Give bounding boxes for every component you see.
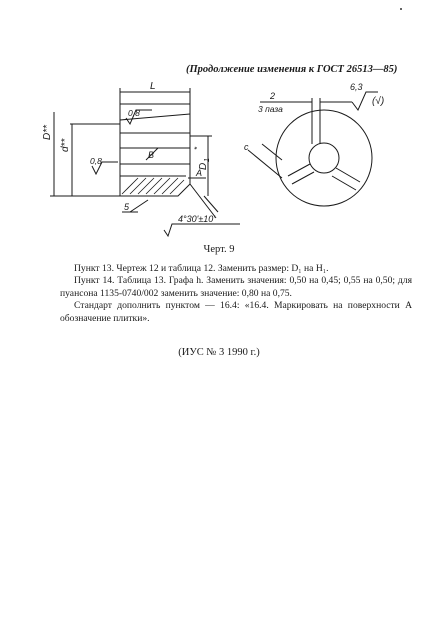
ius-reference: (ИУС № 3 1990 г.) — [178, 347, 260, 358]
label-B: B — [148, 150, 155, 160]
technical-drawing — [30, 78, 410, 243]
label-three-grooves: 3 паза — [258, 104, 283, 114]
label-ra-left: 0,8 — [90, 156, 102, 166]
speck — [400, 8, 402, 10]
inner-circle — [309, 143, 339, 173]
label-D1: D — [198, 162, 209, 170]
label-ra-right: 6,3 — [350, 82, 363, 92]
paragraph-14: Пункт 14. Таблица 13. Графа h. Заменить значения: 0,50 на 0,45; 0,55 на 0,50; для пуансона 1135-0740/002 заменить значение: 0,80 на 0,75. — [60, 275, 412, 299]
hatching — [122, 178, 184, 194]
page-header: (Продолжение изменения к ГОСТ 26513—85) — [186, 64, 398, 75]
label-check: (√) — [372, 96, 385, 107]
label-D1-star: * — [193, 146, 202, 150]
label-L: L — [150, 81, 156, 92]
body-text — [60, 263, 412, 325]
label-D-double-star: D** — [42, 124, 53, 140]
figure-caption: Черт. 9 — [203, 244, 235, 255]
label-two: 2 — [270, 91, 276, 101]
label-angle: 4°30'±10' — [178, 214, 216, 224]
paragraph-13: Пункт 13. Чертеж 12 и таблица 12. Заменить размер: D₁ на H₁. — [74, 263, 329, 274]
label-c: c — [244, 142, 249, 152]
label-A: A — [196, 168, 203, 178]
label-D1-sub: 1 — [204, 158, 211, 162]
paragraph-16-4: Стандарт дополнить пунктом — 16.4: «16.4. Маркировать на поверхности A обозначение плитки». — [60, 300, 412, 324]
label-d-double-star: d** — [60, 138, 71, 152]
label-ra-top: 0,8 — [128, 108, 140, 118]
label-five: 5 — [124, 202, 130, 212]
outer-circle — [276, 110, 372, 206]
